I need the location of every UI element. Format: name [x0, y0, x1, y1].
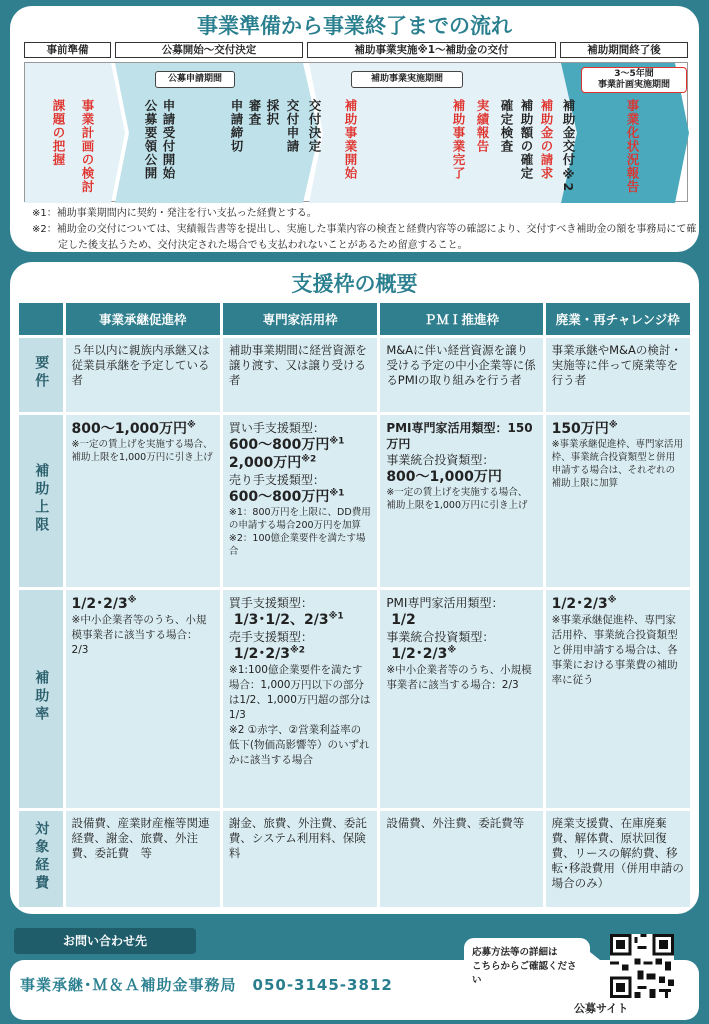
overview-table [16, 300, 693, 910]
step-4: 申請受付開始 [161, 99, 176, 180]
step-15: 補助金の請求 [539, 99, 554, 180]
overview-title: 支援枠の概要 [291, 272, 418, 296]
row-expenses [19, 811, 690, 907]
phase-after: 補助期間終了後 [560, 42, 688, 58]
step-14: 補助額の確定 [519, 99, 534, 180]
pill-after-line2: 事業計画実施期間 [597, 80, 670, 90]
step-16: 補助金交付※2 [561, 99, 576, 193]
step-6: 審査 [247, 99, 262, 126]
cell-rate-3: PMI専門家活用類型： 1/2 事業統合投資類型： 1/2･2/3※ ※中小企業者等のうち、小規模事業者に該当する場合：2/3 [380, 590, 542, 808]
step-8: 交付申請 [285, 99, 300, 153]
note-1: ※1：補助事業期間内に契約・発注を行い支払った経費とする。 [32, 208, 317, 219]
cell-limit-1: 800～1,000万円※ ※一定の賃上げを実施する場合、補助上限を1,000万円に引き上げ [66, 415, 220, 587]
phase-jigyou: 補助事業実施※1～補助金の交付 [307, 42, 556, 58]
cell-limit-3: PMI専門家活用類型：150万円 事業統合投資類型： 800～1,000万円 ※一定の賃上げを実施する場合、補助上限を1,000万円に引き上げ [380, 415, 542, 587]
row-rate [19, 590, 690, 808]
step-12: 実績報告 [475, 99, 490, 153]
contact-info: 事業承継･Ｍ＆Ａ補助金事務局 050-3145-3812 [20, 976, 393, 994]
cell-exp-4: 廃業支援費、在庫廃棄費、解体費、原状回復費、リースの解約費、移転･移設費用（併用申請の場合のみ） [546, 811, 690, 907]
cell-rate-4: 1/2･2/3※ ※事業承継促進枠、専門家活用枠、事業統合投資類型と併用申請する場合は、各事業における事業費の補助率に従う [546, 590, 690, 808]
step-11: 補助事業完了 [451, 99, 466, 180]
row-limit [19, 415, 690, 587]
qr-label: 公募サイト [574, 1002, 629, 1015]
cell-rate-1: 1/2･2/3※ ※中小企業者等のうち、小規模事業者に該当する場合：2/3 [66, 590, 220, 808]
step-10: 補助事業開始 [343, 99, 358, 180]
flow-title: 事業準備から事業終了までの流れ [197, 14, 512, 38]
cell-limit-4: 150万円※ ※事業承継促進枠、専門家活用枠、事業統合投資類型と併用申請する場合は、それぞれの補助上限に加算 [546, 415, 690, 587]
flow-notes [32, 206, 699, 254]
cell-limit-2: 買い手支援類型： 600～800万円$^{※1}$ 2,000万円$^{※2}$ 売り手支援類型： 600～800万円$^{※1}$ ※1：800万円を上限に、DD費用の申請する場合200万円を加算 ※2：100億企業要件を満たす場合 [223, 415, 377, 587]
pill-jigyou: 補助事業実施期間 [351, 71, 463, 88]
phase-prep: 事前準備 [24, 42, 111, 58]
step-3: 公募要領公開 [143, 99, 158, 180]
header-col-2: 専門家活用枠 [223, 303, 377, 335]
cell-req-3: M&Aに伴い経営資源を譲り受ける予定の中小企業等に係るPMIの取り組みを行う者 [380, 338, 542, 412]
cell-req-1: ５年以内に親族内承継又は従業員承継を予定している者 [66, 338, 220, 412]
step-2: 事業計画の検討 [80, 99, 95, 194]
contact-tab: お問い合わせ先 [14, 928, 196, 954]
phase-koubo: 公募開始～交付決定 [115, 42, 303, 58]
pill-after [581, 67, 687, 93]
step-17: 事業化状況報告 [625, 99, 640, 194]
header-col-3: ＰＭＩ推進枠 [380, 303, 542, 335]
info-bubble [464, 938, 590, 986]
cell-exp-3: 設備費、外注費、委託費等 [380, 811, 542, 907]
pill-koubo: 公募申請期間 [155, 71, 235, 88]
rowhead-rate: 補助率 [19, 590, 63, 808]
arrow-prep [25, 63, 125, 203]
cell-req-2: 補助事業期間に経営資源を譲り渡す、又は譲り受ける者 [223, 338, 377, 412]
step-7: 採択 [265, 99, 280, 126]
header-corner [19, 303, 63, 335]
qr-code-icon[interactable] [610, 934, 674, 998]
rowhead-requirement: 要件 [19, 338, 63, 412]
flow-chart [24, 62, 688, 202]
step-13: 確定検査 [499, 99, 514, 153]
flow-panel [10, 6, 699, 252]
cell-exp-1: 設備費、産業財産権等関連経費、謝金、旅費、外注費、委託費 等 [66, 811, 220, 907]
header-col-1: 事業承継促進枠 [66, 303, 220, 335]
step-5: 申請締切 [229, 99, 244, 153]
note-2: ※2：補助金の交付については、実績報告書等を提出し、実施した事業内容の検査と経費内容等の確認により、交付すべき補助金の額を事務局にて確定した後支払うため、交付決定された場合でも支払われないことがあるため留意すること。 [32, 224, 697, 251]
step-9: 交付決定 [307, 99, 322, 153]
rowhead-expenses: 対象経費 [19, 811, 63, 907]
overview-panel [10, 262, 699, 914]
cell-exp-2: 謝金、旅費、外注費、委託費、システム利用料、保険料 [223, 811, 377, 907]
rowhead-limit: 補助上限 [19, 415, 63, 587]
cell-req-4: 事業承継やM&Aの検討・実施等に伴って廃業等を行う者 [546, 338, 690, 412]
step-1: 課題の把握 [51, 99, 66, 167]
bubble-line-1: 応募方法等の詳細は [472, 947, 558, 958]
phase-bar [24, 42, 688, 58]
cell-rate-2: 買手支援類型： 1/3･1/2、2/3$^{※1}$ 売手支援類型： 1/2･2/3$^{※2}$ ※1:100億企業要件を満たす場合：1,000万円以下の部分は1/2、1,000万円超の部分は1/3 ※2 ①赤字、②営業利益率の低下(物価高影響等）のいずれかに該当する場合 [223, 590, 377, 808]
table-header-row [19, 303, 690, 335]
header-col-4: 廃業・再チャレンジ枠 [546, 303, 690, 335]
bubble-line-2: こちらからご確認ください [472, 961, 577, 986]
pill-after-line1: 3～5年間 [614, 69, 654, 79]
row-requirement [19, 338, 690, 412]
